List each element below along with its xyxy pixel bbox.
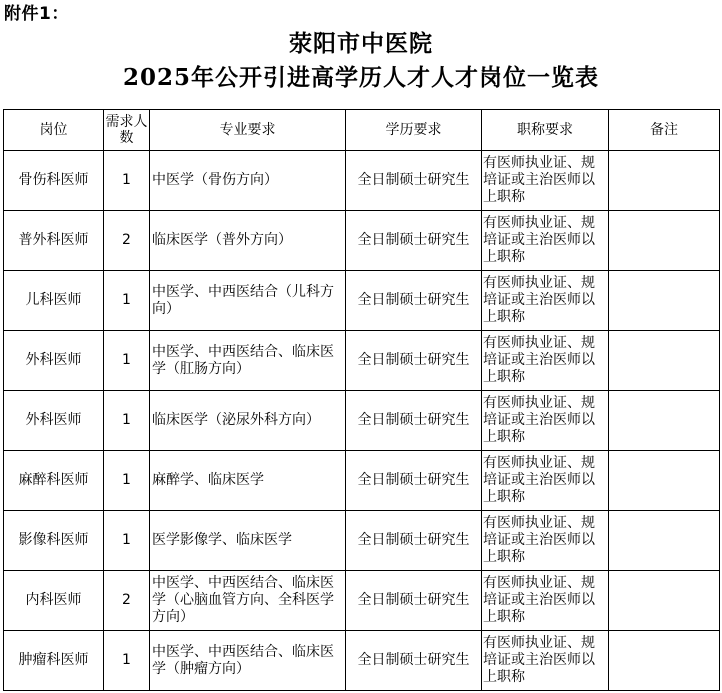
cell-title-requirement: 有医师执业证、规培证或主治医师以上职称: [482, 271, 609, 331]
cell-remark: [609, 571, 720, 631]
cell-post: 外科医师: [4, 331, 104, 391]
cell-count: 1: [104, 271, 150, 331]
cell-remark: [609, 151, 720, 211]
cell-remark: [609, 631, 720, 691]
table-row: [4, 391, 720, 451]
positions-table: [3, 109, 720, 691]
cell-count: 1: [104, 511, 150, 571]
cell-major: 临床医学（泌尿外科方向）: [150, 391, 346, 451]
cell-title-requirement: 有医师执业证、规培证或主治医师以上职称: [482, 511, 609, 571]
column-header-post: 岗位: [4, 110, 104, 151]
cell-remark: [609, 271, 720, 331]
table-row: [4, 511, 720, 571]
cell-title-requirement: 有医师执业证、规培证或主治医师以上职称: [482, 631, 609, 691]
table-row: [4, 631, 720, 691]
table-row: [4, 271, 720, 331]
cell-major: 中医学（骨伤方向）: [150, 151, 346, 211]
column-header-education: 学历要求: [346, 110, 482, 151]
cell-post: 麻醉科医师: [4, 451, 104, 511]
column-header-title-requirement: 职称要求: [482, 110, 609, 151]
cell-education: 全日制硕士研究生: [346, 151, 482, 211]
cell-remark: [609, 511, 720, 571]
document-title: 荥阳市中医院: [289, 30, 433, 57]
cell-count: 1: [104, 331, 150, 391]
cell-post: 骨伤科医师: [4, 151, 104, 211]
cell-post: 普外科医师: [4, 211, 104, 271]
cell-major: 中医学、中西医结合、临床医学（肿瘤方向）: [150, 631, 346, 691]
table-row: [4, 151, 720, 211]
cell-education: 全日制硕士研究生: [346, 451, 482, 511]
cell-education: 全日制硕士研究生: [346, 331, 482, 391]
cell-education: 全日制硕士研究生: [346, 571, 482, 631]
cell-remark: [609, 391, 720, 451]
cell-title-requirement: 有医师执业证、规培证或主治医师以上职称: [482, 571, 609, 631]
cell-count: 1: [104, 151, 150, 211]
cell-count: 1: [104, 391, 150, 451]
cell-education: 全日制硕士研究生: [346, 211, 482, 271]
cell-post: 外科医师: [4, 391, 104, 451]
cell-major: 麻醉学、临床医学: [150, 451, 346, 511]
cell-major: 临床医学（普外方向）: [150, 211, 346, 271]
cell-title-requirement: 有医师执业证、规培证或主治医师以上职称: [482, 331, 609, 391]
cell-title-requirement: 有医师执业证、规培证或主治医师以上职称: [482, 211, 609, 271]
cell-major: 中医学、中西医结合、临床医学（肛肠方向）: [150, 331, 346, 391]
cell-post: 影像科医师: [4, 511, 104, 571]
column-header-major: 专业要求: [150, 110, 346, 151]
column-header-count: 需求人数: [104, 110, 150, 151]
document-subtitle: 2025年公开引进高学历人才人才岗位一览表: [122, 64, 599, 91]
cell-count: 2: [104, 211, 150, 271]
cell-major: 医学影像学、临床医学: [150, 511, 346, 571]
table-row: [4, 451, 720, 511]
cell-title-requirement: 有医师执业证、规培证或主治医师以上职称: [482, 451, 609, 511]
cell-post: 儿科医师: [4, 271, 104, 331]
cell-major: 中医学、中西医结合、临床医学（心脑血管方向、全科医学方向）: [150, 571, 346, 631]
cell-education: 全日制硕士研究生: [346, 511, 482, 571]
cell-post: 肿瘤科医师: [4, 631, 104, 691]
cell-remark: [609, 211, 720, 271]
cell-count: 1: [104, 451, 150, 511]
column-header-remark: 备注: [609, 110, 720, 151]
cell-education: 全日制硕士研究生: [346, 271, 482, 331]
table-body: [4, 151, 720, 691]
table-row: [4, 571, 720, 631]
table-row: [4, 331, 720, 391]
cell-major: 中医学、中西医结合（儿科方向）: [150, 271, 346, 331]
cell-remark: [609, 451, 720, 511]
cell-title-requirement: 有医师执业证、规培证或主治医师以上职称: [482, 151, 609, 211]
table-row: [4, 211, 720, 271]
cell-count: 1: [104, 631, 150, 691]
table-header-row: [4, 110, 720, 151]
cell-remark: [609, 331, 720, 391]
cell-count: 2: [104, 571, 150, 631]
cell-title-requirement: 有医师执业证、规培证或主治医师以上职称: [482, 391, 609, 451]
cell-post: 内科医师: [4, 571, 104, 631]
cell-education: 全日制硕士研究生: [346, 391, 482, 451]
cell-education: 全日制硕士研究生: [346, 631, 482, 691]
attachment-label: 附件1：: [4, 4, 69, 24]
